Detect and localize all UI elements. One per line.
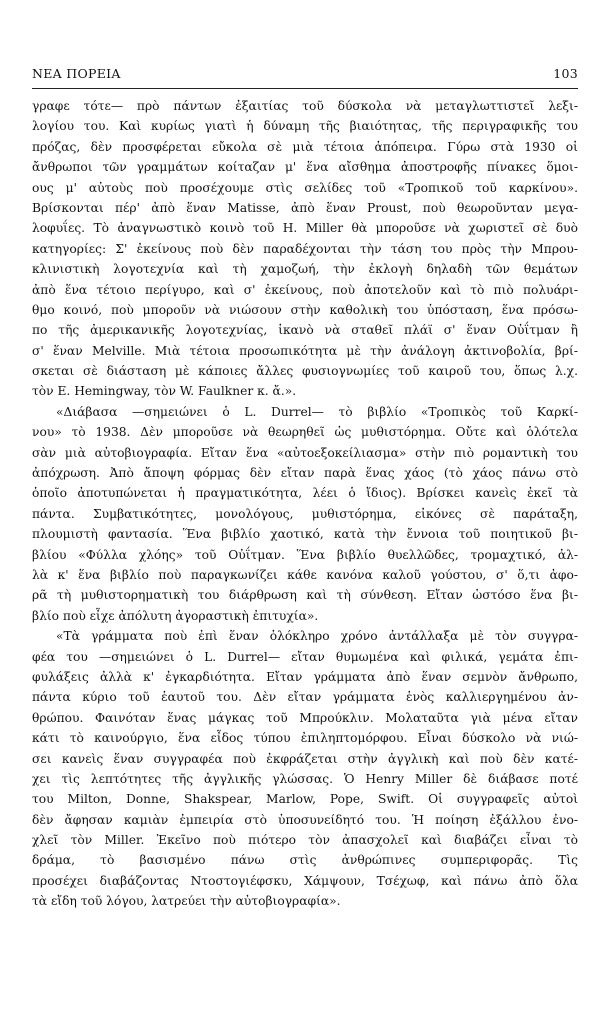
text-line: του Milton, Donne, Shakspear, Marlow, Pope, Swift. Οἱ συγγραφεῖς αὐτοὶ bbox=[32, 792, 578, 807]
text-line: Βρίσκονται πέρ' ἀπὸ ἕναν Matisse, ἀπὸ ἕναν Proust, ποὺ θεωροῦνταν μεγα- bbox=[32, 200, 578, 215]
page-number: 103 bbox=[553, 66, 578, 81]
text-line: προσέχει διαβάζοντας Ντοστογιέφσκυ, Χάμψουν, Τσέχωφ, καὶ πάνω ἀπὸ ὅλα bbox=[32, 873, 578, 888]
text-line: ἀπὸ ἕνα τέτοιο περίγυρο, καὶ σ' ἐκείνους, ποὺ ἀποτελοῦν καὶ τὸ πιὸ πολυάρι- bbox=[32, 282, 578, 297]
text-line: σκεται σὲ διάσταση μὲ κάποιες ἄλλες φυσιογνωμίες τοῦ καιροῦ του, ὅπως λ.χ. bbox=[32, 364, 578, 379]
paragraph bbox=[32, 402, 578, 626]
text-line: λοφυΐες. Τὸ ἀναγνωστικὸ κοινὸ τοῦ Η. Miller θὰ μποροῦσε νὰ χωριστεῖ σὲ δυὸ bbox=[32, 221, 578, 236]
header-rule bbox=[32, 88, 578, 89]
text-line: ἄνθρωποι τῶν γραμμάτων κοίταζαν μ' ἕνα αἴσθημα ἀποστροφῆς πίνακες ὅμοι- bbox=[32, 160, 578, 175]
body-text bbox=[32, 96, 578, 912]
text-line: ὁποῖο ἀποτυπώνεται ἡ πραγματικότητα, λέει ὁ ἴδιος). Βρίσκει κανεὶς ἐκεῖ τὰ bbox=[32, 486, 578, 501]
text-line: βλίου «Φύλλα χλόης» τοῦ Οὐΐτμαν. Ἕνα βιβλίο θυελλῶδες, τρομαχτικό, ἀλ- bbox=[32, 547, 578, 562]
text-line: κατηγορίες: Σ' ἐκείνους ποὺ δὲν παραδέχονται τὴν τάση του πρὸς τὴν Μπρου- bbox=[32, 241, 578, 256]
text-line: δράμα, τὸ βασισμένο πάνω στὶς ἀνθρώπινες συμπεριφορᾶς. Τὶς bbox=[32, 853, 578, 868]
text-line: τὸν E. Hemingway, τὸν W. Faulkner κ. ἄ.». bbox=[32, 384, 297, 399]
text-line: πάντα κύριο τοῦ ἑαυτοῦ του. Δὲν εἴταν γράμματα ἑνὸς καλλιεργημένου ἀν- bbox=[32, 690, 578, 705]
paragraph bbox=[32, 626, 578, 911]
paragraph bbox=[32, 96, 578, 402]
running-header bbox=[32, 66, 578, 81]
text-line: ἀπόχρωση. Ἀπὸ ἄποψη φόρμας δὲν εἴταν παρὰ ἕνας χάος (τὸ χάος πάνω στὸ bbox=[32, 466, 578, 481]
text-line: σὰν μιὰ αὐτοβιογραφία. Εἴταν ἕνα «αὐτοεξοκείλιασμα» στὴν πιὸ ρομαντικὴ του bbox=[32, 445, 578, 460]
text-line: βλίο ποὺ εἶχε ἀπόλυτη ἀγοραστικὴ ἐπιτυχία». bbox=[32, 608, 319, 623]
text-line: ρᾶ τὴ μυθιστορηματικὴ του διάρθρωση καὶ τὴ σύνθεση. Εἴταν ὡστόσο ἕνα βι- bbox=[32, 588, 578, 603]
text-line: κλινιστικὴ λογοτεχνία καὶ τὴ χαμοζωή, τὴν ἐκλογὴ δηλαδὴ τῶν θεμάτων bbox=[32, 262, 578, 277]
text-line: νου» τὸ 1938. Δὲν μποροῦσε νὰ θεωρηθεῖ ὡς μυθιστόρημα. Οὔτε καὶ ὁλότελα bbox=[32, 425, 578, 440]
text-line: κάτι τὸ καινούργιο, ἕνα εἶδος τύπου ἐπιληπτομόρφου. Εἶναι δύσκολο νὰ νιώ- bbox=[32, 731, 578, 746]
text-line: χλεῖ τὸν Miller. Ἐκεῖνο ποὺ πιότερο τὸν ἀπασχολεῖ καὶ διαβάζει εἶναι τὸ bbox=[32, 833, 578, 848]
text-line: λὰ κ' ἕνα βιβλίο ποὺ παραγκωνίζει κάθε κανόνα καλοῦ γούστου, σ' ὅ,τι ἀφο- bbox=[32, 567, 578, 582]
text-line: πλουμιστὴ φαντασία. Ἕνα βιβλίο χαοτικό, κατὰ τὴν ἔννοια τοῦ ποιητικοῦ βι- bbox=[32, 527, 578, 542]
text-line: πάντα. Συμβατικότητες, μονολόγους, μυθιστόρημα, εἰκόνες σὲ παράταξη, bbox=[32, 506, 578, 521]
text-line: φυλάξεις ἀλλὰ κ' ἐγκαρδιότητα. Εἴταν γράμματα ἀπὸ ἕναν σεμνὸν ἄνθρωπο, bbox=[32, 669, 578, 684]
text-line: λογίου του. Καὶ κυρίως γιατὶ ἡ δύναμη τῆς βιαιότητας, τῆς περιγραφικῆς του bbox=[32, 119, 578, 134]
text-line: φέα του —σημειώνει ὁ L. Durrel— εἴταν θυμωμένα καὶ φιλικά, γεμάτα ἐπι- bbox=[32, 649, 578, 664]
text-line: «Τὰ γράμματα ποὺ ἐπὶ ἕναν ὁλόκληρο χρόνο ἀντάλλαξα μὲ τὸν συγγρα- bbox=[56, 629, 578, 644]
text-line: γραφε τότε— πρὸ πάντων ἐξαιτίας τοῦ δύσκολα νὰ μεταγλωττιστεῖ λεξι- bbox=[32, 99, 578, 113]
text-line: σει κανεὶς ἕναν συγγραφέα ποὺ ἐκφράζεται στὴν ἀγγλικὴ καὶ ποὺ δὲν κατέ- bbox=[32, 751, 578, 766]
text-line: τὰ εἴδη τοῦ λόγου, λατρεύει τὴν αὐτοβιογραφία». bbox=[32, 894, 341, 909]
journal-title: ΝΕΑ ΠΟΡΕΙΑ bbox=[32, 66, 121, 81]
text-line: σ' ἕναν Melville. Μιὰ τέτοια προσωπικότητα μὲ τὴν ἀνάλογη ἀκτινοβολία, βρί- bbox=[32, 343, 578, 358]
text-line: ους μ' αὐτοὺς ποὺ προσέχουμε στὶς σελίδες τοῦ «Τροπικοῦ τοῦ καρκίνου». bbox=[32, 180, 578, 195]
text-line: θμο κοινό, ποὺ μποροῦν νὰ νιώσουν στὴν καθολικὴ του ὑπόσταση, ἕνα πρόσω- bbox=[32, 302, 578, 317]
text-line: «Διάβασα —σημειώνει ὁ L. Durrel— τὸ βιβλίο «Τροπικὸς τοῦ Καρκί- bbox=[56, 404, 578, 419]
text-line: πο τῆς ἀμερικανικῆς λογοτεχνίας, ἱκανὸ νὰ σταθεῖ πλάϊ σ' ἕναν Οὐΐτμαν ἢ bbox=[32, 323, 578, 338]
text-line: πρόζας, δὲν προσφέρεται εὔκολα σὲ μιὰ τέτοια ἀπόπειρα. Γύρω στὰ 1930 οἱ bbox=[32, 139, 578, 154]
text-line: θρώπου. Φαινόταν ἕνας μάγκας τοῦ Μπρούκλιν. Μολαταῦτα γιὰ μένα εἴταν bbox=[32, 710, 578, 725]
text-line: δὲν ἄφησαν καμιὰν ἐμπειρία στὸ ὑποσυνείδητό του. Ἡ ποίηση ἐξάλλου ἐνο- bbox=[32, 812, 578, 827]
text-line: χει τὶς λεπτότητες τῆς ἀγγλικῆς γλώσσας. Ὁ Henry Miller δὲ διάβασε ποτέ bbox=[32, 771, 578, 786]
